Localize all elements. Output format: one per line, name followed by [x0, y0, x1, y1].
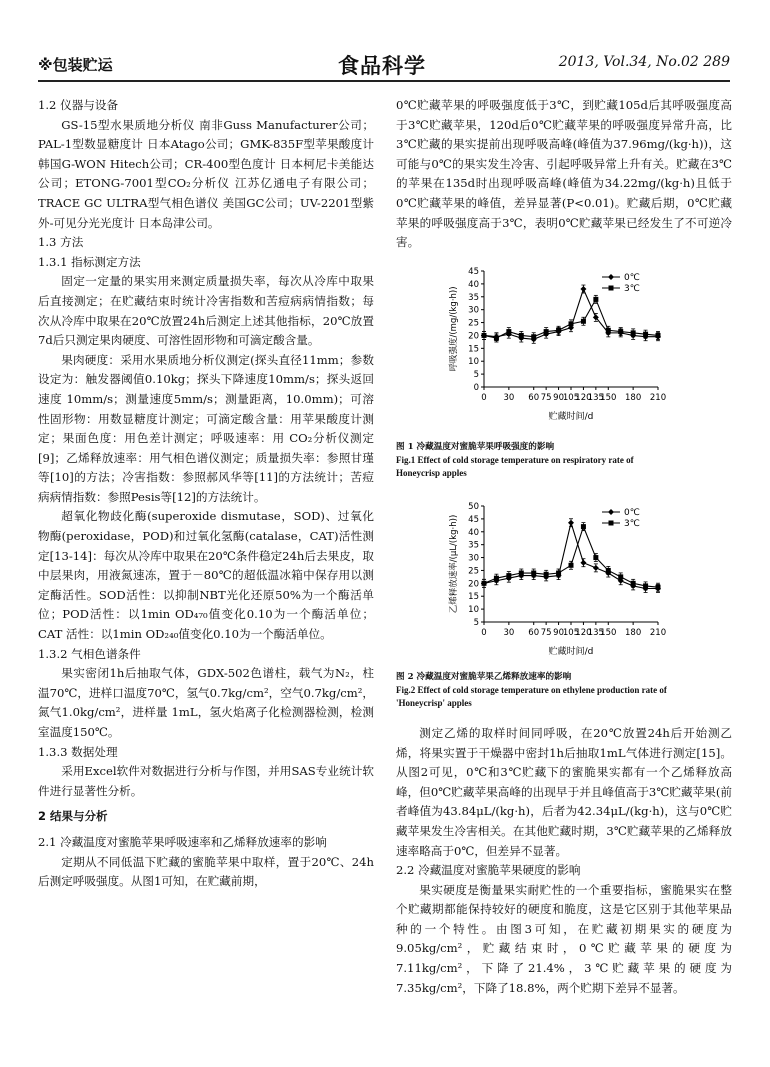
data-point [531, 571, 536, 576]
issue-info: 2013, Vol.34, No.02 289 [558, 54, 730, 70]
x-tick-label: 180 [625, 628, 642, 639]
data-point [519, 333, 524, 338]
section-heading: 1.2 仪器与设备 [38, 98, 119, 112]
paragraph: 采用Excel软件对数据进行分析与作图，并用SAS专业统计软件进行显著性分析。 [38, 764, 374, 798]
legend-label: 3℃ [624, 283, 640, 294]
y-tick-label: 5 [473, 618, 479, 629]
x-axis-label: 贮藏时间/d [548, 647, 594, 658]
y-axis-label: 乙烯释放速率/(μL/(kg·h)) [449, 515, 459, 614]
paragraph: 超氧化物歧化酶(superoxide dismutase，SOD)、过氧化物酶(peroxidase，POD)和过氧化氢酶(catalase，CAT)活性测定[13-14]：每次从冷库中取果在20℃条件稳定24h后去果皮，取中层果肉，用液氮速冻，置于－80℃的超低温冰箱中保存用以测定酶活性。SOD活性：以抑制NBT光化还原50%为一个酶活单位；POD活性：以1min OD₄₇₀值变化0.10为一个酶活单位；CAT 活性：以1min OD₂₄₀值变化0.10为一个酶活单位。 [38, 509, 374, 642]
y-tick-label: 15 [468, 592, 479, 603]
x-tick-label: 105 [562, 628, 580, 639]
paragraph: 测定乙烯的取样时间同呼吸，在20℃放置24h后开始测乙烯，将果实置于干燥器中密封1h后抽取1mL气体进行测定[15]。从图2可见，0℃和3℃贮藏下的蜜脆果实都有一个乙烯释放高峰，但0℃贮藏苹果高峰的出现早于并且峰值高于3℃贮藏苹果(前者峰值为43.84μL/(kg·h)，后者为42.34μL/(kg·h)，这与0℃贮藏苹果发生冷害相关。在其他贮藏时期，3℃贮藏苹果的乙烯释放速率略高于0℃，但差异不显著。 [396, 725, 732, 858]
y-tick-label: 20 [468, 579, 479, 590]
section-heading: 1.3.2 气相色谱条件 [38, 646, 141, 661]
paragraph: 果实硬度是衡量果实耐贮性的一个重要指标，蜜脆果实在整个贮藏期都能保持较好的硬度和脆度，这是它区别于其他苹果品种的一个特性。由图3可知，在贮藏初期果实的硬度为9.05kg/cm²，贮藏结束时，0℃贮藏苹果的硬度为7.11kg/cm²，下降了21.4%，3℃贮藏苹果的硬度为7.35kg/cm²，下降了18.8%，两个贮期下差异不显著。 [396, 882, 732, 995]
data-point [606, 328, 611, 333]
left-column [38, 96, 374, 892]
section-heading: 1.3.3 数据处理 [38, 744, 118, 759]
x-tick-label: 150 [600, 392, 617, 403]
figure-2-caption-en-2: 'Honeycrisp' apples [396, 697, 472, 708]
figure-1-caption-cn: 图 1 冷藏温度对蜜脆苹果呼吸强度的影响 [396, 442, 555, 453]
y-tick-label: 10 [468, 356, 479, 367]
legend-label: 3℃ [624, 519, 640, 530]
paragraph: GS-15型水果质地分析仪 南非Guss Manufacturer公司；PAL-1型数显糖度计 日本Atago公司；GMK-835F型苹果酸度计 韩国G-WON Hitech公司；CR-400型色度计 日本柯尼卡美能达公司；ETONG-7001型CO₂分析仪 江苏亿通电子有限公司；TRACE GC ULTRA型气相色谱仪 美国GC公司；UV-2201型紫外-可见分光光度计 日本岛津公司。 [38, 117, 374, 230]
figure-1 [396, 259, 732, 481]
x-tick-label: 0 [481, 628, 487, 639]
data-point [506, 573, 511, 578]
data-point [606, 568, 611, 573]
legend-marker [608, 509, 614, 515]
right-bottom-text [396, 724, 732, 998]
data-point [531, 334, 536, 339]
data-point [593, 297, 598, 302]
figure-1-caption-en-2: Honeycrisp apples [396, 468, 467, 479]
x-tick-label: 120 [575, 628, 592, 639]
right-column [396, 96, 732, 998]
x-tick-label: 30 [503, 392, 515, 403]
section-label: ※包装贮运 [38, 56, 113, 74]
data-point [482, 581, 487, 586]
data-point [580, 560, 586, 566]
x-tick-label: 90 [553, 392, 564, 403]
x-tick-label: 30 [503, 628, 515, 639]
x-tick-label: 150 [600, 628, 617, 639]
y-tick-label: 40 [468, 528, 479, 539]
figure-1-caption-en: Fig.1 Effect of cold storage temperature on respiratory rate of [396, 455, 634, 466]
data-point [656, 333, 661, 338]
y-tick-label: 20 [468, 331, 479, 342]
figure-2-caption-cn: 图 2 冷藏温度对蜜脆苹果乙烯释放速率的影响 [396, 671, 572, 682]
legend-marker [609, 285, 614, 290]
y-tick-label: 50 [468, 502, 479, 513]
y-tick-label: 30 [468, 553, 479, 564]
x-tick-label: 60 [528, 392, 540, 403]
data-point [618, 329, 623, 334]
data-point [581, 319, 586, 324]
data-point [581, 524, 586, 529]
legend-marker [609, 521, 614, 526]
y-tick-label: 45 [468, 515, 479, 526]
x-tick-label: 135 [587, 628, 604, 639]
data-point [569, 321, 574, 326]
running-header [38, 54, 730, 82]
x-tick-label: 0 [481, 392, 487, 403]
data-point [656, 585, 661, 590]
figure-2 [396, 494, 732, 710]
data-point [494, 335, 499, 340]
x-tick-label: 105 [562, 392, 580, 403]
data-point [544, 329, 549, 334]
y-tick-label: 10 [468, 605, 479, 616]
journal-name: 食品科学 [338, 54, 426, 78]
data-point [643, 584, 648, 589]
y-tick-label: 0 [473, 382, 479, 393]
y-tick-label: 35 [468, 292, 479, 303]
data-point [631, 581, 636, 586]
data-point [494, 576, 499, 581]
section-heading: 2 结果与分析 [38, 809, 108, 824]
paragraph: 果实密闭1h后抽取气体，GDX-502色谱柱，载气为N₂，柱温70℃，进样口温度70℃，氢气0.7kg/cm²，空气0.7kg/cm²，氮气1.0kg/cm²，进样量 1mL，氢火焰离子化检测器检测，检测室温度150℃。 [38, 666, 374, 739]
data-point [544, 572, 549, 577]
y-tick-label: 45 [468, 266, 479, 277]
y-tick-label: 25 [468, 566, 479, 577]
x-tick-label: 75 [540, 392, 552, 403]
y-tick-label: 5 [473, 369, 479, 380]
x-tick-label: 75 [540, 628, 552, 639]
x-tick-label: 90 [553, 628, 564, 639]
data-point [482, 333, 487, 338]
data-point [631, 330, 636, 335]
x-tick-label: 180 [625, 392, 642, 403]
legend-label: 0℃ [624, 272, 640, 283]
ethylene-chart [396, 494, 732, 664]
data-point [643, 331, 648, 336]
section-heading: 1.3.1 指标测定方法 [38, 254, 141, 269]
x-tick-label: 120 [575, 392, 592, 403]
x-tick-label: 135 [587, 392, 604, 403]
x-tick-label: 210 [649, 392, 667, 403]
data-point [568, 520, 574, 526]
y-tick-label: 25 [468, 318, 479, 329]
paragraph: 0℃贮藏苹果的呼吸强度低于3℃，到贮藏105d后其呼吸强度高于3℃贮藏苹果，120d后0℃贮藏苹果的呼吸强度异常升高，比3℃贮藏的果实提前出现呼吸高峰(峰值为37.96mg/(kg·h))，这可能与0℃的果实发生冷害、引起呼吸异常上升有关。贮藏在3℃的苹果在135d时出现呼吸高峰(峰值为34.22mg/(kg·h)且低于0℃贮藏苹果的峰值，差异显著(P<0.01)。贮藏后期，0℃贮藏苹果的呼吸强度高于3℃，表明0℃贮藏苹果已经发生了不可逆冷害。 [396, 98, 732, 250]
y-axis-label: 呼吸强度/(mg/(kg·h)) [449, 286, 459, 372]
legend-marker [608, 274, 614, 280]
data-point [580, 286, 586, 292]
data-point [618, 575, 623, 580]
data-point [593, 555, 598, 560]
section-heading: 2.1 冷藏温度对蜜脆苹果呼吸速率和乙烯释放速率的影响 [38, 834, 327, 849]
respiration-chart [396, 259, 732, 435]
data-point [556, 328, 561, 333]
data-point [593, 565, 599, 571]
paragraph: 固定一定量的果实用来测定质量损失率，每次从冷库中取果后直接测定；在贮藏结束时统计冷害指数和苦痘病病情指数；每次从冷库中取果在20℃放置24h后测定上述其他指标，20℃放置7d后只测定果肉硬度、可溶性固形物和可滴定酸含量。 [38, 274, 374, 348]
data-point [569, 563, 574, 568]
legend-label: 0℃ [624, 508, 640, 519]
section-heading: 2.2 冷藏温度对蜜脆苹果硬度的影响 [396, 863, 581, 878]
x-tick-label: 60 [528, 628, 540, 639]
y-tick-label: 35 [468, 541, 479, 552]
data-point [556, 571, 561, 576]
y-tick-label: 15 [468, 344, 479, 355]
figure-2-caption-en: Fig.2 Effect of cold storage temperature on ethylene production rate of [396, 684, 667, 695]
paragraph: 果肉硬度：采用水果质地分析仪测定(探头直径11mm；参数设定为：触发器阈值0.10kg；探头下降速度10mm/s；探头返回速度 10mm/s；测量速度5mm/s；测量距离，10.0mm)；可溶性固形物：用数显糖度计测定；可滴定酸含量：用苹果酸度计测定；果面色度：用色差计测定；呼吸速率：用 CO₂分析仪测定[9]；乙烯释放速率：用气相色谱仪测定；质量损失率：参照甘瑾等[10]的方法；冷害指数：参照郝风华等[11]的方法统计；苦痘病病情指数：参照Pesis等[12]的方法统计。 [38, 352, 374, 504]
data-point [506, 329, 511, 334]
paragraph: 定期从不同低温下贮藏的蜜脆苹果中取样，置于20℃、24h后测定呼吸强度。从图1可知，在贮藏前期， [38, 854, 374, 889]
y-tick-label: 40 [468, 279, 479, 290]
data-point [519, 571, 524, 576]
x-axis-label: 贮藏时间/d [548, 411, 594, 422]
section-heading: 1.3 方法 [38, 235, 84, 250]
y-tick-label: 30 [468, 305, 479, 316]
x-tick-label: 210 [649, 628, 667, 639]
